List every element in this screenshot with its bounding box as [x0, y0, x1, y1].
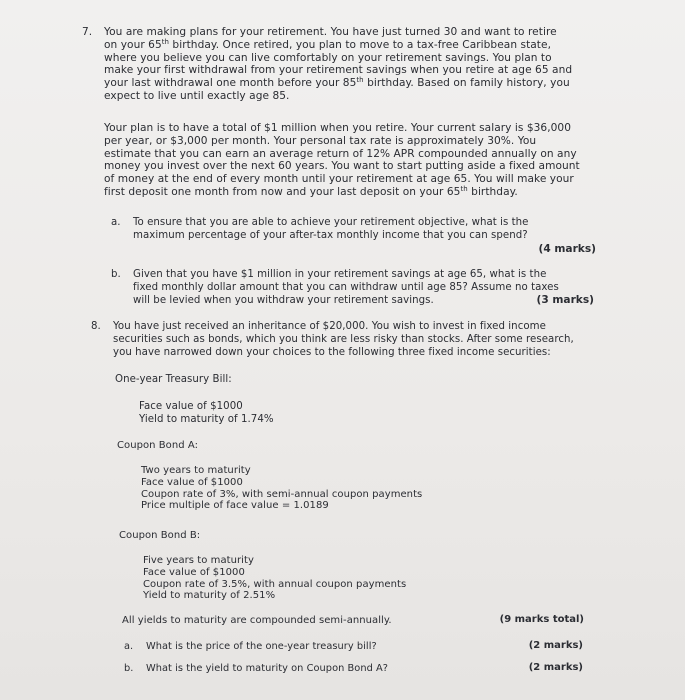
q7-part-b-text: Given that you have $1 million in your retirement savings at age 65, what is the fixed monthly dollar amount that you can withdraw until age 85? Assume no taxes will be levied when you withdraw your retirement savings.: [133, 269, 559, 306]
treasury-bill-title: One-year Treasury Bill:: [115, 374, 232, 385]
q7-plan-line: Your plan is to have a total of $1 million when you retire. Your current salary is $36,000: [104, 122, 572, 134]
q8-intro-paragraph: You have just received an inheritance of $20,000. You wish to invest in fixed income securities such as bonds, which you think are less risky than stocks. After some research, you have narrowed down your choices to the following three fixed income securities:: [113, 321, 574, 358]
compounding-note: All yields to maturity are compounded semi-annually.: [122, 615, 392, 626]
q8-part-b-text: What is the yield to maturity on Coupon Bond A?: [146, 663, 389, 674]
q7-number: 7.: [82, 26, 93, 38]
q7-part-b-marks: (3 marks): [536, 294, 594, 306]
q7-intro-line: You are making plans for your retirement. You have just turned 30 and want to retire: [104, 26, 557, 38]
q7-plan-paragraph: [104, 122, 580, 199]
q8-part-b-marks: (2 marks): [528, 662, 583, 673]
q8-part-b-label: b.: [124, 663, 134, 674]
q7-plan-line: per year, or $3,000 per month. Your personal tax rate is approximately 30%. You: [104, 134, 537, 147]
q7-intro-line: expect to live until exactly age 85.: [104, 89, 290, 102]
q7-intro-line: on your 65th birthday. Once retired, you plan to move to a tax-free Caribbean state,: [104, 37, 551, 51]
q7-intro-line: make your first withdrawal from your retirement savings when you retire at age 65 and: [104, 64, 573, 77]
q7-plan-line: estimate that you can earn an average return of 12% APR compounded annually on any: [104, 147, 577, 160]
bond-a-title: Coupon Bond A:: [117, 440, 198, 451]
q8-number: 8.: [91, 321, 101, 332]
q7-intro-line: your last withdrawal one month before your 85th birthday. Based on family history, you: [104, 76, 570, 90]
q7-part-b-label: b.: [111, 269, 121, 280]
q8-part-a-label: a.: [124, 641, 134, 652]
q8-total-marks: (9 marks total): [499, 614, 584, 625]
treasury-bill-details: Face value of $1000 Yield to maturity of 1.74%: [139, 401, 274, 425]
q7-intro-paragraph: [104, 26, 572, 103]
bond-b-details: Five years to maturity Face value of $1000 Coupon rate of 3.5%, with annual coupon payments Yield to maturity of 2.51%: [143, 555, 407, 602]
q8-part-a-text: What is the price of the one-year treasury bill?: [146, 641, 377, 652]
bond-a-details: Two years to maturity Face value of $1000 Coupon rate of 3%, with semi-annual coupon payments Price multiple of face value = 1.0189: [141, 465, 423, 512]
bond-b-title: Coupon Bond B:: [119, 530, 201, 541]
q7-plan-line: first deposit one month from now and your last deposit on your 65th birthday.: [104, 184, 518, 198]
q7-intro-line: where you believe you can live comfortably on your retirement savings. You plan to: [104, 51, 552, 64]
q7-plan-line: of money at the end of every month until your retirement at age 65. You will make your: [104, 173, 574, 186]
q7-plan-line: money you invest over the next 60 years. You want to start putting aside a fixed amount: [104, 160, 580, 173]
q8-part-a-marks: (2 marks): [528, 640, 583, 651]
q7-part-a-marks: (4 marks): [538, 243, 596, 255]
q7-part-a-label: a.: [111, 217, 121, 228]
q7-part-a-text: To ensure that you are able to achieve your retirement objective, what is the maximum percentage of your after-tax monthly income that you can spend?: [133, 217, 529, 241]
